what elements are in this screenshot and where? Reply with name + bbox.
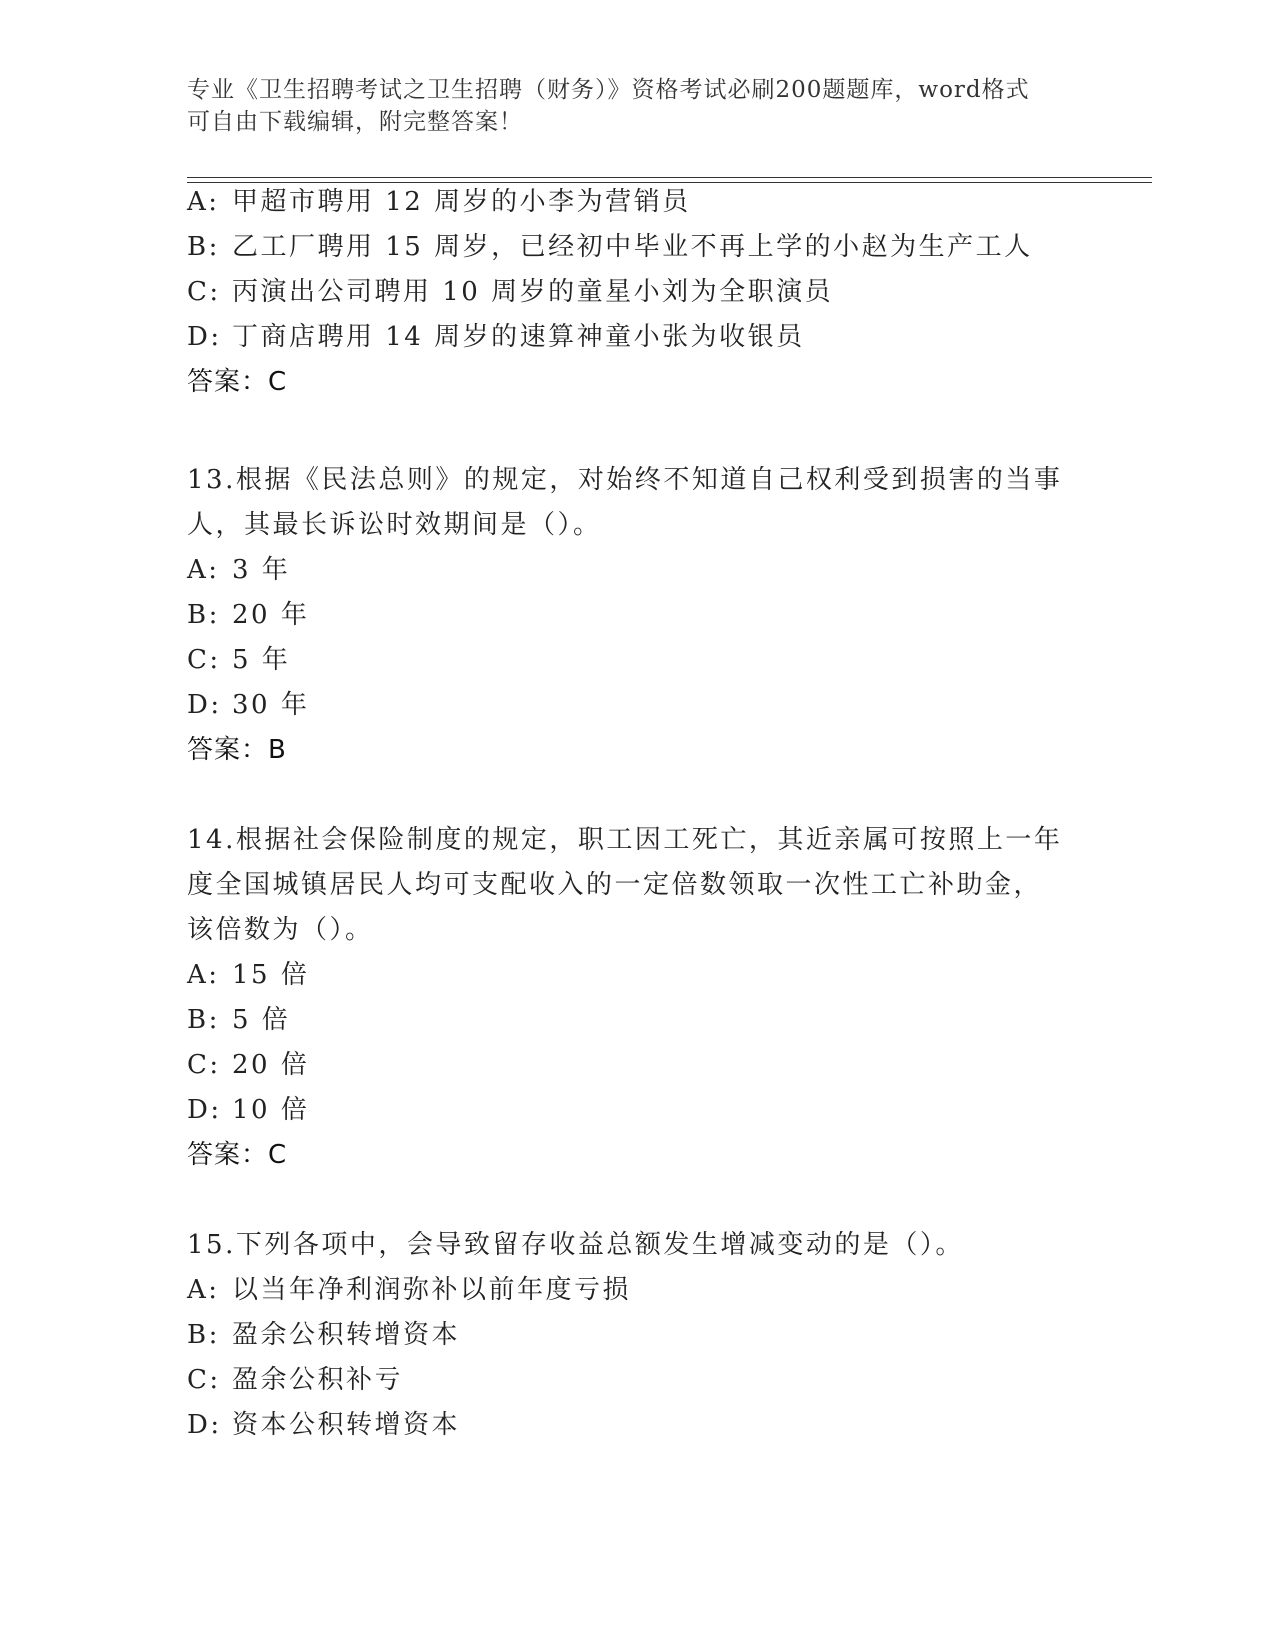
header-divider-top xyxy=(187,177,1152,178)
q14-option-d xyxy=(187,1092,309,1128)
option-label: A: xyxy=(187,960,220,990)
header-title-line2: 可自由下载编辑，附完整答案！ xyxy=(187,109,523,135)
option-label: D: xyxy=(187,1095,222,1125)
q14-option-a xyxy=(187,957,309,993)
option-text: 以当年净利润弥补以前年度亏损 xyxy=(232,1275,632,1305)
q15-option-c xyxy=(187,1362,403,1398)
option-text: 20 年 xyxy=(232,600,310,630)
q15-option-b xyxy=(187,1317,460,1353)
q14-stem-line1: 14.根据社会保险制度的规定，职工因工死亡，其近亲属可按照上一年 xyxy=(187,825,1063,855)
option-text: 乙工厂聘用 15 周岁，已经初中毕业不再上学的小赵为生产工人 xyxy=(232,232,1033,262)
option-text: 15 倍 xyxy=(232,960,310,990)
q14-answer: 答案：C xyxy=(187,1140,288,1170)
option-label: B: xyxy=(187,232,220,262)
option-label: B: xyxy=(187,1320,220,1350)
q12-option-c xyxy=(187,274,833,310)
option-label: A: xyxy=(187,555,220,585)
option-text: 盈余公积补亏 xyxy=(232,1365,404,1395)
option-text: 丁商店聘用 14 周岁的速算神童小张为收银员 xyxy=(232,322,805,352)
q13-option-a xyxy=(187,552,290,588)
option-label: D: xyxy=(187,322,222,352)
q15-option-d xyxy=(187,1407,460,1443)
option-label: B: xyxy=(187,600,220,630)
option-text: 资本公积转增资本 xyxy=(232,1410,461,1440)
option-text: 甲超市聘用 12 周岁的小李为营销员 xyxy=(232,187,691,217)
option-text: 5 年 xyxy=(232,645,291,675)
q13-option-c xyxy=(187,642,290,678)
option-label: D: xyxy=(187,1410,222,1440)
option-text: 盈余公积转增资本 xyxy=(232,1320,461,1350)
q13-answer: 答案：B xyxy=(187,735,287,765)
option-text: 3 年 xyxy=(232,555,291,585)
option-text: 10 倍 xyxy=(232,1095,310,1125)
q14-stem-line3: 该倍数为（）。 xyxy=(187,915,374,945)
option-label: C: xyxy=(187,1050,221,1080)
header-title-line1: 专业《卫生招聘考试之卫生招聘（财务）》资格考试必刷200题题库，word格式 xyxy=(187,77,1030,103)
option-text: 30 年 xyxy=(232,690,310,720)
q15-option-a xyxy=(187,1272,631,1308)
q13-stem-line2: 人，其最长诉讼时效期间是（）。 xyxy=(187,510,602,540)
q12-option-d xyxy=(187,319,805,355)
option-label: A: xyxy=(187,187,220,217)
option-label: D: xyxy=(187,690,222,720)
option-text: 丙演出公司聘用 10 周岁的童星小刘为全职演员 xyxy=(232,277,834,307)
option-text: 5 倍 xyxy=(232,1005,291,1035)
q13-stem-line1: 13.根据《民法总则》的规定，对始终不知道自己权利受到损害的当事 xyxy=(187,465,1063,495)
option-text: 20 倍 xyxy=(232,1050,310,1080)
option-label: C: xyxy=(187,277,221,307)
q12-option-b xyxy=(187,229,1033,265)
option-label: A: xyxy=(187,1275,220,1305)
q12-answer: 答案：C xyxy=(187,367,288,397)
option-label: B: xyxy=(187,1005,220,1035)
q14-stem-line2: 度全国城镇居民人均可支配收入的一定倍数领取一次性工亡补助金， xyxy=(187,870,1043,900)
q14-option-c xyxy=(187,1047,309,1083)
option-label: C: xyxy=(187,1365,221,1395)
q13-option-b xyxy=(187,597,309,633)
q14-option-b xyxy=(187,1002,290,1038)
q13-option-d xyxy=(187,687,309,723)
q12-option-a xyxy=(187,184,691,220)
document-header xyxy=(187,74,1087,138)
option-label: C: xyxy=(187,645,221,675)
q15-stem-line1: 15.下列各项中，会导致留存收益总额发生增减变动的是（）。 xyxy=(187,1230,964,1260)
header-divider-bottom xyxy=(187,182,1152,183)
